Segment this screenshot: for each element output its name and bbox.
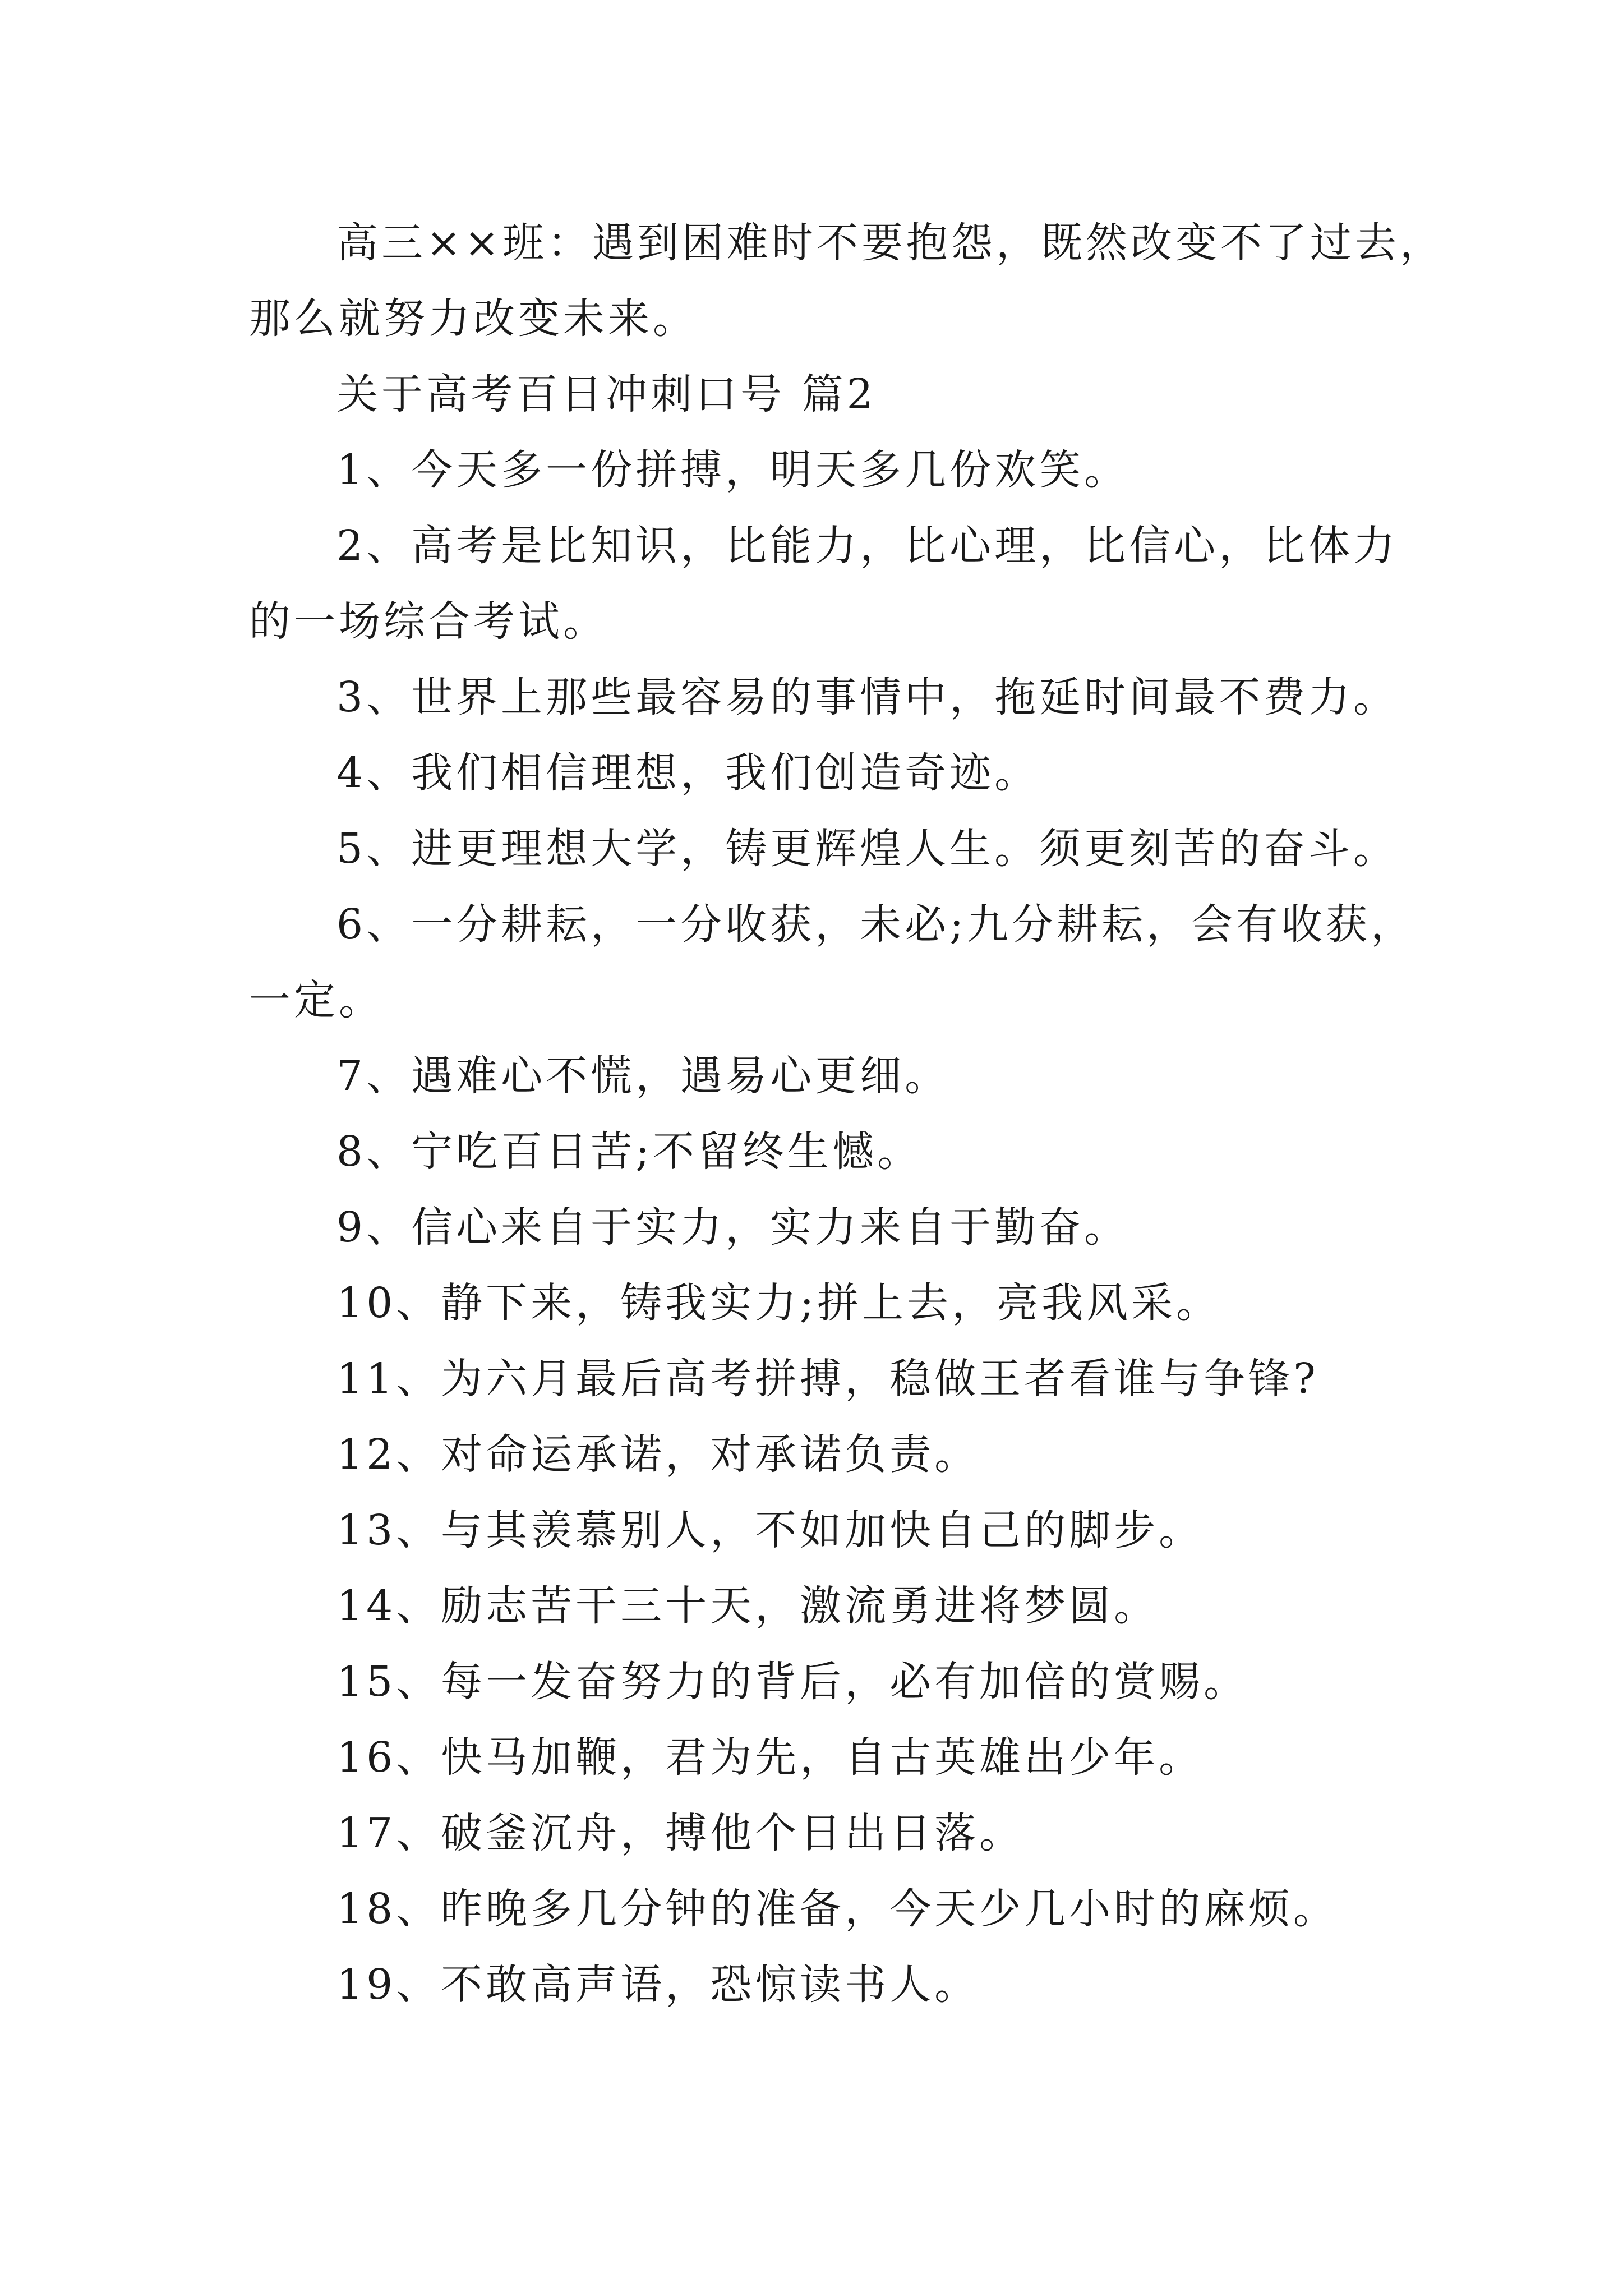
text-line: 7、遇难心不慌，遇易心更细。 xyxy=(336,1052,950,1100)
text-line: 15、每一发奋努力的背后，必有加倍的赏赐。 xyxy=(336,1658,1249,1706)
text-line: 18、昨晚多几分钟的准备，今天少几小时的麻烦。 xyxy=(336,1885,1339,1933)
text-line: 16、快马加鞭，君为先，自古英雄出少年。 xyxy=(336,1733,1204,1782)
text-line: 9、信心来自于实力，实力来自于勤奋。 xyxy=(336,1203,1129,1251)
text-line: 那么就努力改变未来。 xyxy=(249,295,698,343)
text-line: 14、励志苦干三十天，激流勇进将梦圆。 xyxy=(336,1582,1159,1630)
text-line: 2、高考是比知识，比能力，比心理，比信心，比体力 xyxy=(336,522,1399,570)
text-line: 10、静下来，铸我实力;拼上去，亮我风采。 xyxy=(336,1279,1221,1327)
text-line: 17、破釜沉舟，搏他个日出日落。 xyxy=(336,1809,1025,1857)
text-line: 3、世界上那些最容易的事情中，拖延时间最不费力。 xyxy=(336,673,1399,721)
text-line: 高三××班：遇到困难时不要抱怨，既然改变不了过去， xyxy=(336,219,1445,267)
section-heading: 关于高考百日冲刺口号 篇2 xyxy=(336,370,877,418)
text-line: 13、与其羡慕别人，不如加快自己的脚步。 xyxy=(336,1506,1204,1554)
text-line: 19、不敢高声语，恐惊读书人。 xyxy=(336,1961,980,2009)
text-line: 4、我们相信理想，我们创造奇迹。 xyxy=(336,749,1040,797)
text-line: 1、今天多一份拼搏，明天多几份欢笑。 xyxy=(336,446,1129,494)
text-line: 6、一分耕耘，一分收获，未必;九分耕耘，会有收获， xyxy=(336,900,1416,949)
text-line: 一定。 xyxy=(249,976,384,1024)
text-line: 11、为六月最后高考拼搏，稳做王者看谁与争锋? xyxy=(336,1355,1319,1403)
text-line: 5、进更理想大学，铸更辉煌人生。须更刻苦的奋斗。 xyxy=(336,825,1399,873)
text-line: 的一场综合考试。 xyxy=(249,597,608,646)
text-line: 8、宁吃百日苦;不留终生憾。 xyxy=(336,1128,923,1176)
text-line: 12、对命运承诺，对承诺负责。 xyxy=(336,1430,980,1479)
